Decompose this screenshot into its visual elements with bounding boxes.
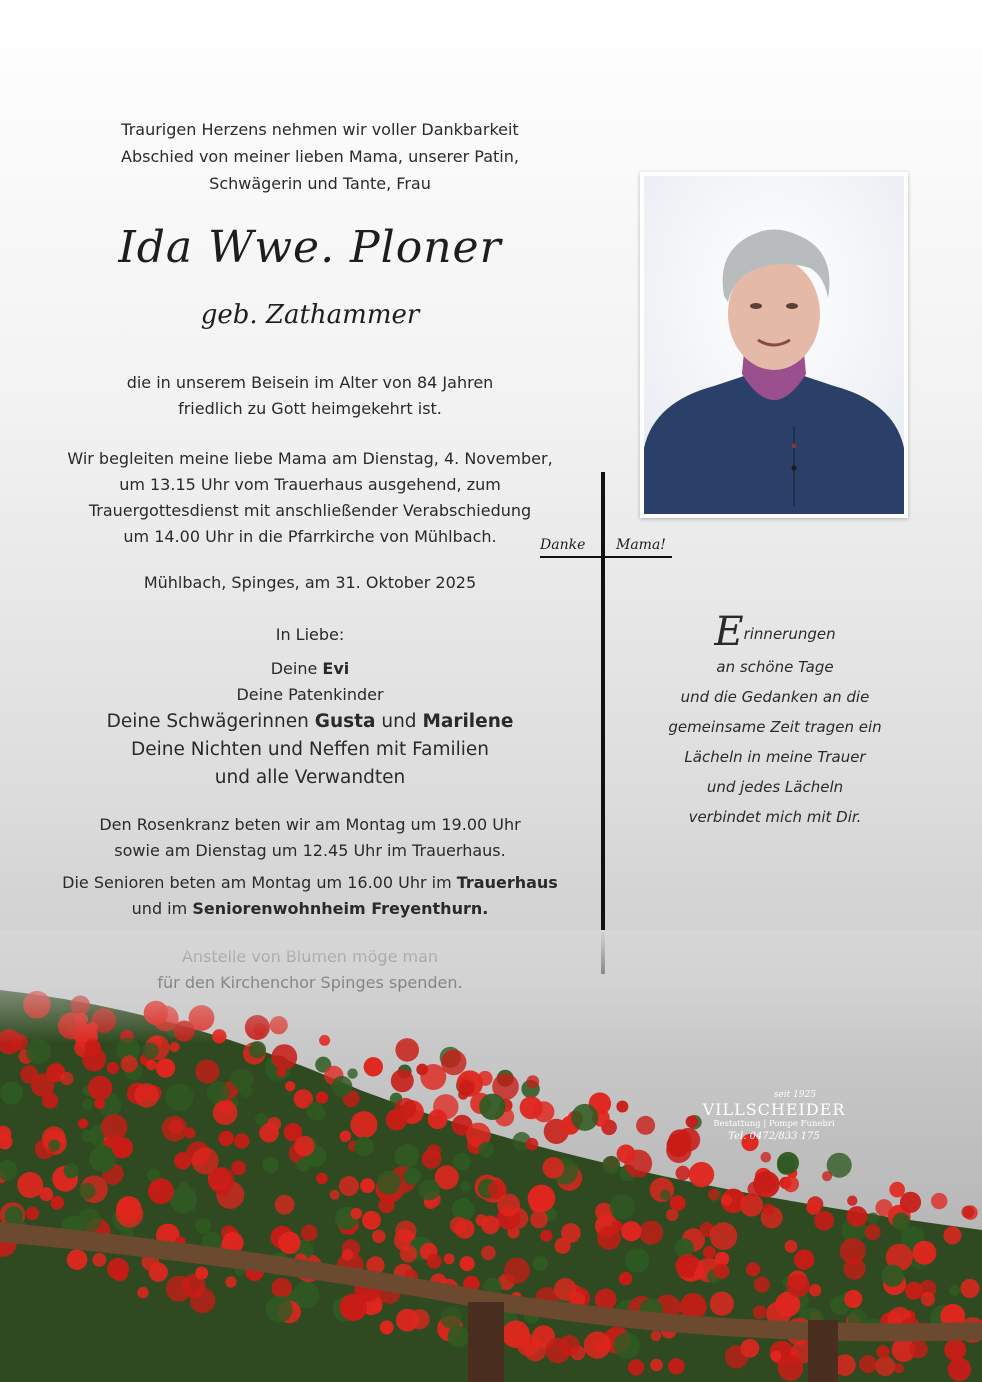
rosary-line: sowie am Dienstag um 12.45 Uhr im Trauerhaus. xyxy=(114,841,506,860)
cross-vertical-bar xyxy=(601,472,605,974)
funeral-home-logo xyxy=(690,1090,858,1142)
seniors-place: Trauerhaus xyxy=(456,873,558,892)
mourner-nichten: Deine Nichten und Neffen mit Familien xyxy=(130,739,490,760)
quote-line-rest: rinnerungen xyxy=(743,625,836,643)
quote-initial: E xyxy=(714,609,744,655)
mourner-patenkinder: Deine Patenkinder xyxy=(236,685,384,704)
mourner-verwandte: und alle Verwandten xyxy=(214,767,406,788)
seniors-line xyxy=(50,870,570,896)
deceased-name: Ida Wwe. Ploner xyxy=(118,222,502,273)
logo-since: seit 1925 xyxy=(773,1090,816,1100)
quote-line: gemeinsame Zeit tragen ein xyxy=(668,718,882,736)
seniors-prefix: und im xyxy=(131,899,188,918)
seniors-place: Seniorenwohnheim Freyenthurn. xyxy=(192,899,489,918)
geranium-flowers-image xyxy=(0,930,982,1382)
logo-brand: VILLSCHEIDER xyxy=(702,1100,846,1119)
portrait-image xyxy=(644,176,904,514)
age-text xyxy=(50,370,570,422)
rosary-text xyxy=(50,812,570,864)
mourner-name: Evi xyxy=(322,659,350,678)
mourner-prefix: Deine Schwägerinnen xyxy=(106,711,309,732)
quote-line xyxy=(650,609,900,655)
mourner-name: Marilene xyxy=(422,711,514,732)
funeral-line: um 13.15 Uhr vom Trauerhaus ausgehend, zum xyxy=(119,475,501,494)
mourners-list xyxy=(50,622,570,792)
seniors-prefix: Die Senioren beten am Montag um 16.00 Uhr im xyxy=(62,873,452,892)
seniors-line xyxy=(50,896,570,922)
memorial-quote xyxy=(650,609,900,832)
mourner-prefix: Deine xyxy=(270,659,318,678)
funeral-text xyxy=(50,446,570,550)
cross-left-word: Danke xyxy=(540,537,586,553)
quote-line: und die Gedanken an die xyxy=(680,688,870,706)
intro-line: Traurigen Herzens nehmen wir voller Dankbarkeit xyxy=(121,120,519,139)
quote-line: und jedes Lächeln xyxy=(706,778,844,796)
funeral-line: um 14.00 Uhr in die Pfarrkirche von Mühlbach. xyxy=(123,527,497,546)
funeral-line: Trauergottesdienst mit anschließender Verabschiedung xyxy=(88,501,532,520)
logo-phone: Tel. 0472/833 175 xyxy=(728,1131,820,1142)
cross-horizontal-bar xyxy=(540,556,672,558)
quote-line: verbindet mich mit Dir. xyxy=(688,808,862,826)
age-line: die in unserem Beisein im Alter von 84 Jahren xyxy=(126,373,494,392)
mourner-conjunction: und xyxy=(381,711,417,732)
in-love-label: In Liebe: xyxy=(275,625,345,644)
mourner-name: Gusta xyxy=(314,711,376,732)
cross-right-word: Mama! xyxy=(616,537,666,553)
age-line: friedlich zu Gott heimgekehrt ist. xyxy=(178,399,442,418)
portrait-photo xyxy=(640,172,908,518)
mourner-evi xyxy=(50,656,570,682)
quote-line: Lächeln in meine Trauer xyxy=(684,748,866,766)
logo-subtitle: Bestattung | Pompe Funebri xyxy=(713,1119,835,1129)
mourner-schwaegerinnen xyxy=(50,708,570,736)
quote-line: an schöne Tage xyxy=(716,658,834,676)
intro-line: Abschied von meiner lieben Mama, unserer Patin, xyxy=(121,147,519,166)
maiden-name: geb. Zathammer xyxy=(200,300,420,330)
intro-text xyxy=(60,116,580,197)
rosary-line: Den Rosenkranz beten wir am Montag um 19.00 Uhr xyxy=(99,815,521,834)
seniors-text xyxy=(50,870,570,922)
intro-line: Schwägerin und Tante, Frau xyxy=(209,174,431,193)
place-date: Mühlbach, Spinges, am 31. Oktober 2025 xyxy=(143,573,477,592)
funeral-line: Wir begleiten meine liebe Mama am Dienstag, 4. November, xyxy=(67,449,553,468)
